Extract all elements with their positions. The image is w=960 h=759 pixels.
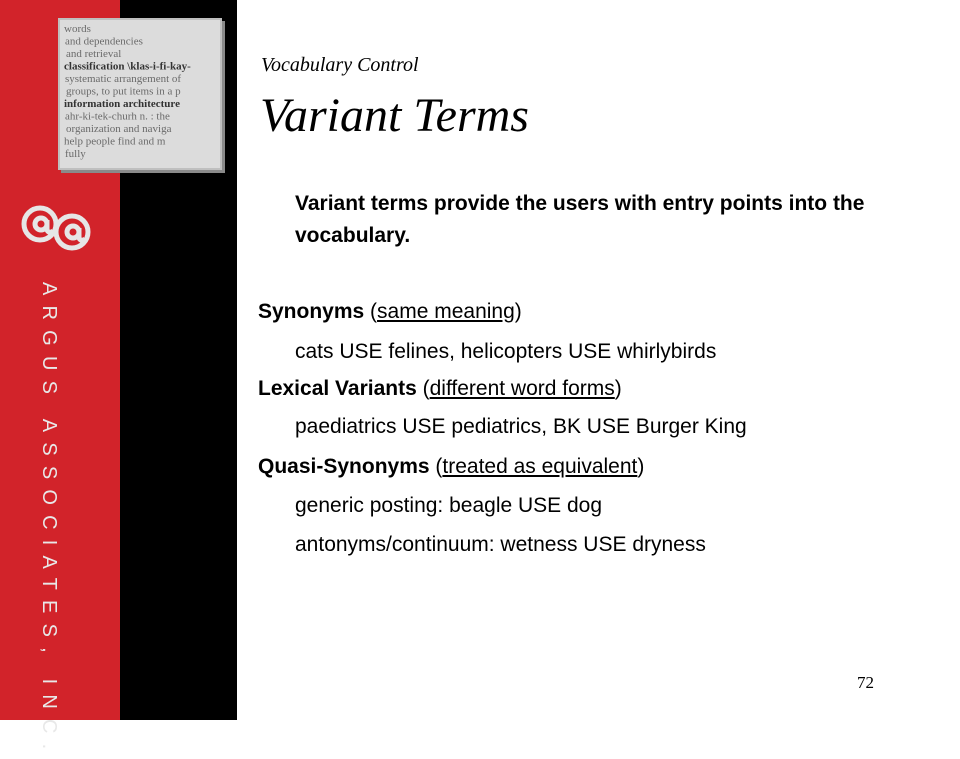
section-definition: different word forms: [429, 377, 615, 400]
dictionary-line: words: [64, 23, 91, 35]
dictionary-line: organization and naviga: [66, 123, 172, 135]
section-quasi-synonyms-heading: Quasi-Synonyms (treated as equivalent): [258, 455, 645, 478]
slide-title: Variant Terms: [260, 89, 529, 142]
dictionary-line: and dependencies: [65, 35, 143, 48]
double-at-logo: [18, 198, 98, 258]
dictionary-line: classification \klas-i-fi-kay-: [64, 60, 191, 73]
page-number: 72: [857, 673, 874, 692]
dictionary-excerpt-image: [58, 18, 222, 170]
section-definition: treated as equivalent: [442, 455, 638, 478]
example-line: paediatrics USE pediatrics, BK USE Burger King: [295, 415, 747, 438]
section-term: Quasi-Synonyms: [258, 455, 430, 478]
dictionary-line: help people find and m: [64, 135, 166, 148]
section-lexical-variants-heading: Lexical Variants (different word forms): [258, 377, 622, 400]
slide-subtitle: Vocabulary Control: [261, 54, 419, 76]
example-line: cats USE felines, helicopters USE whirlybirds: [295, 340, 717, 363]
dictionary-line: and retrieval: [66, 48, 122, 60]
dictionary-line: groups, to put items in a p: [66, 85, 181, 98]
section-term: Lexical Variants: [258, 377, 417, 400]
section-definition: same meaning: [377, 300, 515, 323]
dictionary-line: fully: [65, 148, 86, 160]
dictionary-line: ahr-ki-tek-churh n. : the: [65, 110, 170, 123]
section-term: Synonyms: [258, 300, 365, 323]
intro-text: Variant terms provide the users with entry points into the vocabulary.: [295, 192, 865, 247]
dictionary-line: systematic arrangement of: [65, 73, 182, 85]
example-line: antonyms/continuum: wetness USE dryness: [295, 533, 706, 556]
section-synonyms-heading: Synonyms (same meaning): [258, 300, 522, 323]
example-line: generic posting: beagle USE dog: [295, 494, 603, 517]
dictionary-line: information architecture: [64, 98, 180, 110]
company-name-vertical: ARGUS ASSOCIATES, INC.: [38, 282, 60, 759]
